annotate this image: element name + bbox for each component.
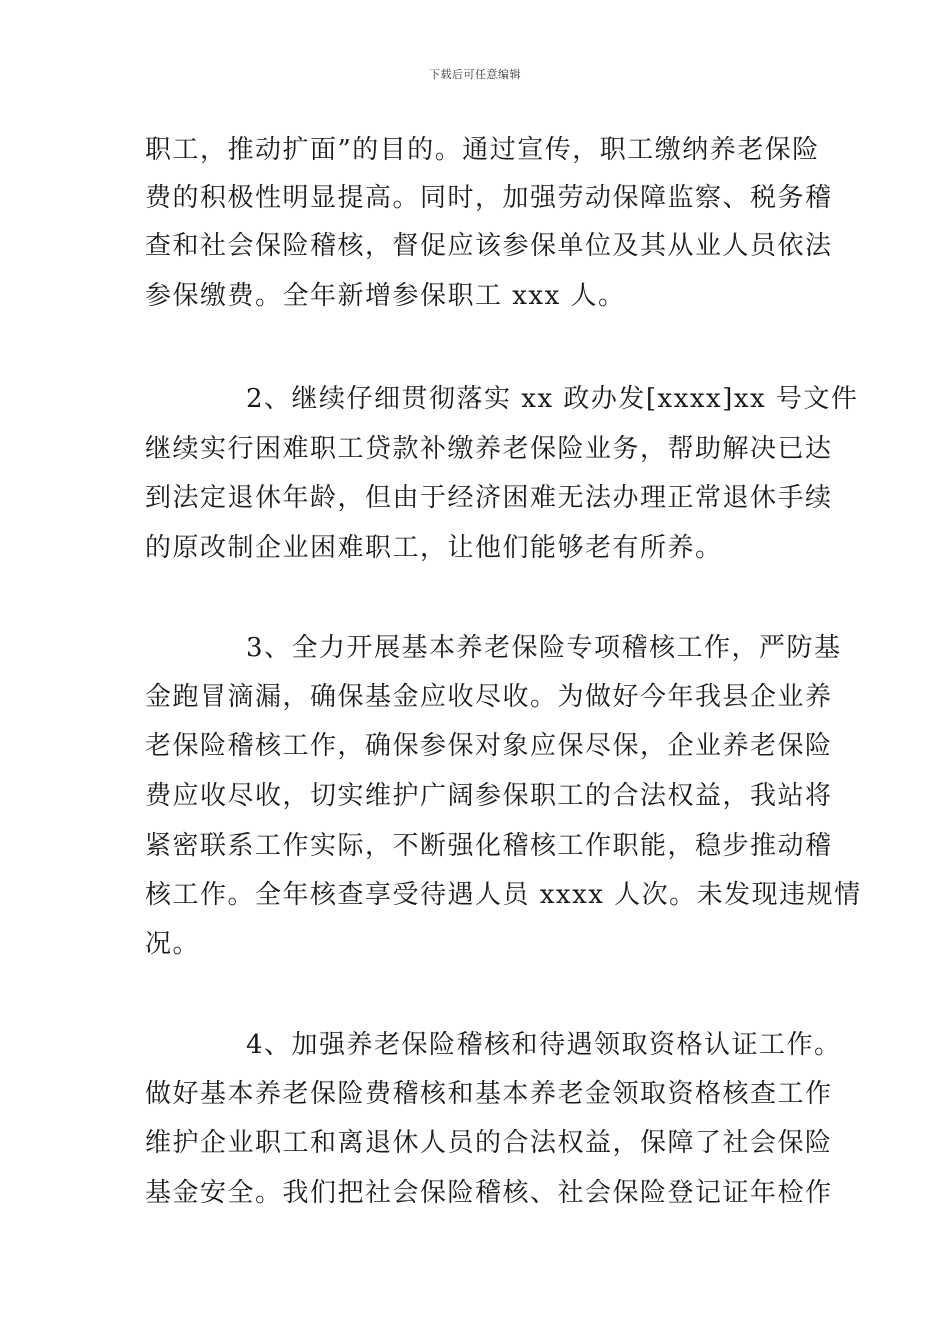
- paragraph-line: 基金安全。我们把社会保险稽核、社会保险登记证年检作: [145, 1178, 833, 1208]
- paragraph-line: 费应收尽收，切实维护广阔参保职工的合法权益，我站将: [145, 781, 833, 811]
- paragraph-line: 4、加强养老保险稽核和待遇领取资格认证工作。: [246, 1030, 842, 1060]
- paragraph-line: 参保缴费。全年新增参保职工 xxx 人。: [145, 281, 626, 311]
- paragraph-line: 金跑冒滴漏，确保基金应收尽收。为做好今年我县企业养: [145, 682, 833, 712]
- paragraph-line: 核工作。全年核查享受待遇人员 xxxx 人次。未发现违规情: [145, 880, 862, 910]
- paragraph-line: 查和社会保险稽核，督促应该参保单位及其从业人员依法: [145, 231, 833, 261]
- paragraph-line: 况。: [145, 929, 201, 959]
- page-header: 下载后可任意编辑: [429, 68, 521, 81]
- paragraph-line: 费的积极性明显提高。同时，加强劳动保障监察、税务稽: [145, 183, 833, 213]
- paragraph-line: 的原改制企业困难职工，让他们能够老有所养。: [145, 533, 723, 563]
- paragraph-line: 职工，推动扩面”的目的。通过宣传，职工缴纳养老保险: [145, 135, 820, 165]
- paragraph-line: 紧密联系工作实际，不断强化稽核工作职能，稳步推动稽: [145, 831, 833, 861]
- paragraph-line: 继续实行困难职工贷款补缴养老保险业务，帮助解决已达: [145, 434, 833, 464]
- paragraph-line: 2、继续仔细贯彻落实 xx 政办发[xxxx]xx 号文件: [246, 384, 859, 414]
- paragraph-line: 到法定退休年龄，但由于经济困难无法办理正常退休手续: [145, 483, 833, 513]
- paragraph-line: 老保险稽核工作，确保参保对象应保尽保，企业养老保险: [145, 731, 833, 761]
- paragraph-line: 3、全力开展基本养老保险专项稽核工作，严防基: [246, 633, 842, 663]
- paragraph-line: 做好基本养老保险费稽核和基本养老金领取资格核查工作: [145, 1079, 833, 1109]
- paragraph-line: 维护企业职工和离退休人员的合法权益，保障了社会保险: [145, 1128, 833, 1158]
